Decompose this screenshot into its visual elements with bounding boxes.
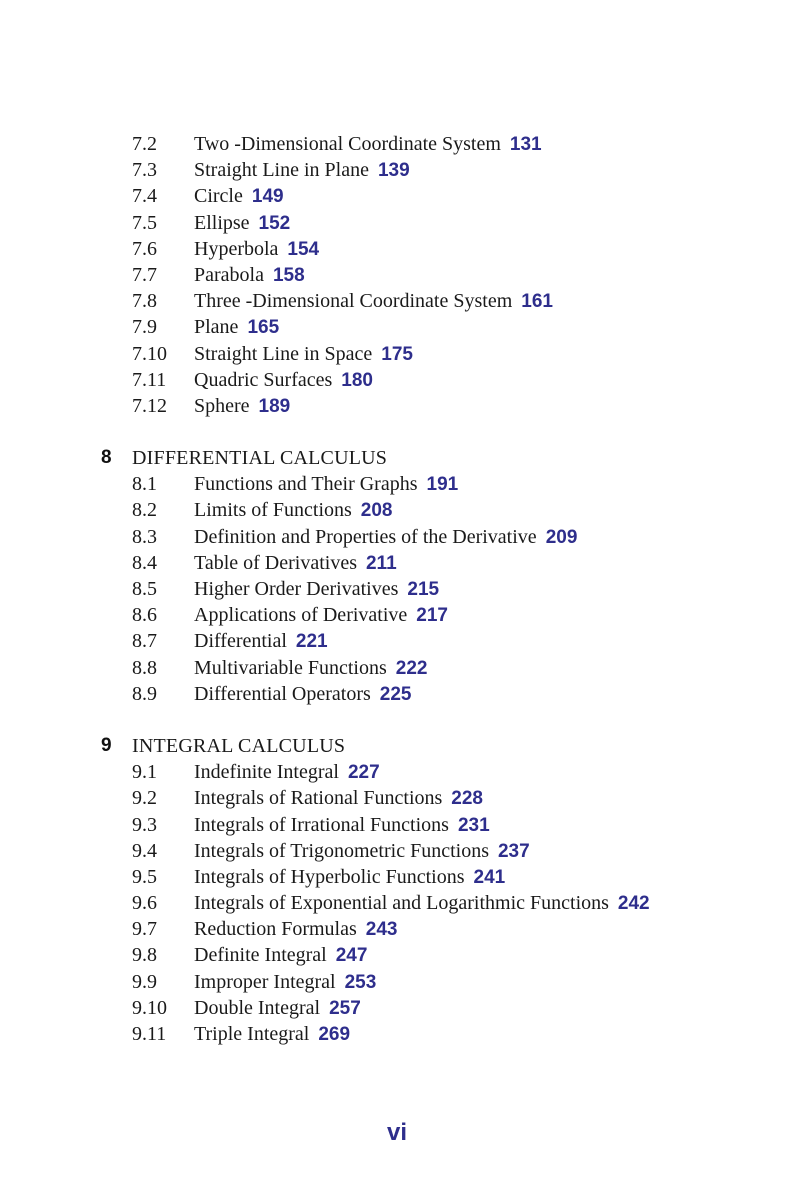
toc-entry[interactable] [0,628,794,654]
entry-number: 9.3 [132,813,157,836]
entry-title: Table of Derivatives 211 [194,551,397,574]
entry-number: 8.2 [132,499,157,522]
entry-page-number: 208 [360,500,393,522]
entry-number: 9.10 [132,996,167,1019]
toc-entry[interactable] [0,995,794,1021]
entry-title: Triple Integral 269 [194,1023,351,1045]
toc-entry[interactable] [0,157,794,183]
entry-title: Differential 221 [194,630,328,653]
entry-page-number: 228 [451,788,483,810]
toc-entry[interactable] [0,524,794,550]
toc-entry[interactable] [0,497,794,523]
entry-page-number: 221 [295,631,328,653]
entry-page-number: 139 [377,160,410,182]
entry-number: 7.9 [132,316,157,339]
entry-page-number: 222 [395,657,428,679]
entry-title: Hyperbola 154 [194,237,320,260]
toc-entry[interactable] [0,942,794,968]
entry-title: Functions and Their Graphs 191 [194,473,459,496]
entry-title: Plane 165 [194,316,280,339]
chapter-number: 8 [101,447,112,469]
chapter-number: 9 [101,734,112,756]
toc-entry[interactable] [0,183,794,209]
entry-title: Double Integral 257 [194,996,361,1019]
toc-entry[interactable] [0,210,794,236]
entry-title: Definition and Properties of the Derivative 209 [194,525,578,548]
toc-entry[interactable] [0,655,794,681]
entry-number: 8.3 [132,525,157,548]
entry-page-number: 191 [426,474,459,496]
entry-number: 9.5 [132,865,157,888]
entry-number: 7.5 [132,211,157,234]
toc-entry[interactable] [0,341,794,367]
entry-number: 8.6 [132,604,157,627]
entry-number: 8.1 [132,473,157,496]
entry-number: 9.2 [132,787,157,810]
entry-title: Integrals of Exponential and Logarithmic Functions 242 [194,892,650,915]
entry-page-number: 161 [521,291,553,313]
entry-title: Two -Dimensional Coordinate System 131 [194,133,542,155]
entry-page-number: 225 [379,683,412,705]
entry-title: Reduction Formulas 243 [194,918,398,941]
entry-page-number: 175 [381,343,413,365]
entry-number: 8.5 [132,578,157,600]
entry-number: 9.11 [132,1023,167,1045]
entry-page-number: 149 [251,186,284,208]
entry-title: Straight Line in Space 175 [194,342,413,365]
entry-page-number: 242 [617,893,650,915]
toc-entry[interactable] [0,471,794,497]
entry-page-number: 231 [457,814,490,836]
toc-entry[interactable] [0,681,794,707]
entry-number: 9.6 [132,892,157,915]
entry-title: Three -Dimensional Coordinate System 161 [194,290,553,313]
entry-title: Integrals of Trigonometric Functions 237 [194,839,530,862]
toc-entry[interactable] [0,288,794,314]
chapter-heading[interactable] [0,733,794,759]
toc-entry[interactable] [0,314,794,340]
entry-title: Integrals of Irrational Functions 231 [194,813,490,836]
toc-entry[interactable] [0,550,794,576]
entry-number: 7.3 [132,159,157,182]
entry-title: Indefinite Integral 227 [194,761,380,784]
chapter-8 [0,445,794,707]
entry-title: Integrals of Hyperbolic Functions 241 [194,865,506,888]
entry-page-number: 154 [287,238,320,260]
toc-entry[interactable] [0,864,794,890]
entry-page-number: 257 [329,997,361,1019]
chapter-heading[interactable] [0,445,794,471]
toc-entry[interactable] [0,969,794,995]
entry-number: 7.4 [132,185,157,208]
entry-page-number: 211 [365,552,397,574]
entry-title: Improper Integral 253 [194,970,377,993]
entry-page-number: 180 [341,369,373,391]
toc-entry[interactable] [0,759,794,785]
toc-entry[interactable] [0,785,794,811]
toc-entry[interactable] [0,367,794,393]
entry-title: Applications of Derivative 217 [194,604,448,627]
entry-page-number: 189 [258,395,291,417]
entry-number: 7.12 [132,394,167,417]
entry-page-number: 165 [247,317,280,339]
entry-page-number: 131 [509,134,542,155]
entry-page-number: 247 [335,945,368,967]
entry-number: 7.8 [132,290,157,313]
chapter-title: INTEGRAL CALCULUS [132,734,346,757]
entry-title: Sphere 189 [194,394,291,417]
entry-title: Integrals of Rational Functions 228 [194,787,483,810]
entry-number: 7.7 [132,263,157,286]
toc-entry[interactable] [0,1021,794,1047]
entry-page-number: 227 [347,762,380,784]
chapter-title: DIFFERENTIAL CALCULUS [132,447,388,470]
entry-page-number: 253 [344,971,377,993]
entry-page-number: 152 [258,212,291,234]
entry-title: Definite Integral 247 [194,944,368,967]
entry-title: Parabola 158 [194,263,305,286]
toc-entry[interactable] [0,602,794,628]
toc-entry[interactable] [0,393,794,419]
entry-number: 9.1 [132,761,157,784]
entry-title: Quadric Surfaces 180 [194,368,373,391]
entry-number: 9.4 [132,839,157,862]
entry-title: Limits of Functions 208 [194,499,393,522]
toc-entry[interactable] [0,131,794,157]
entry-number: 9.9 [132,970,157,993]
entry-number: 9.8 [132,944,157,967]
entry-page-number: 158 [272,264,305,286]
entry-page-number: 269 [318,1024,351,1045]
chapter-9 [0,733,794,1047]
section-7-continued [0,131,794,419]
table-of-contents [0,131,794,1047]
entry-title: Circle 149 [194,185,284,208]
entry-page-number: 237 [497,840,530,862]
entry-title: Differential Operators 225 [194,682,412,705]
entry-page-number: 243 [365,919,398,941]
entry-title: Higher Order Derivatives 215 [194,578,440,600]
entry-number: 9.7 [132,918,157,941]
toc-entry[interactable] [0,890,794,916]
entry-title: Straight Line in Plane 139 [194,159,410,182]
entry-number: 8.8 [132,656,157,679]
entry-number: 7.6 [132,237,157,260]
toc-entry[interactable] [0,236,794,262]
entry-number: 8.4 [132,551,157,574]
entry-title: Multivariable Functions 222 [194,656,428,679]
toc-entry[interactable] [0,576,794,602]
entry-page-number: 241 [473,866,506,888]
entry-page-number: 209 [545,526,578,548]
entry-page-number: 215 [407,579,440,600]
toc-entry[interactable] [0,812,794,838]
entry-page-number: 217 [416,605,448,627]
folio-page-number: vi [386,1119,407,1146]
entry-title: Ellipse 152 [194,211,291,234]
entry-number: 7.2 [132,133,157,155]
entry-number: 7.10 [132,342,167,365]
toc-entry[interactable] [0,262,794,288]
toc-entry[interactable] [0,838,794,864]
toc-entry[interactable] [0,916,794,942]
entry-number: 8.9 [132,682,157,705]
entry-number: 7.11 [132,368,167,391]
entry-number: 8.7 [132,630,157,653]
